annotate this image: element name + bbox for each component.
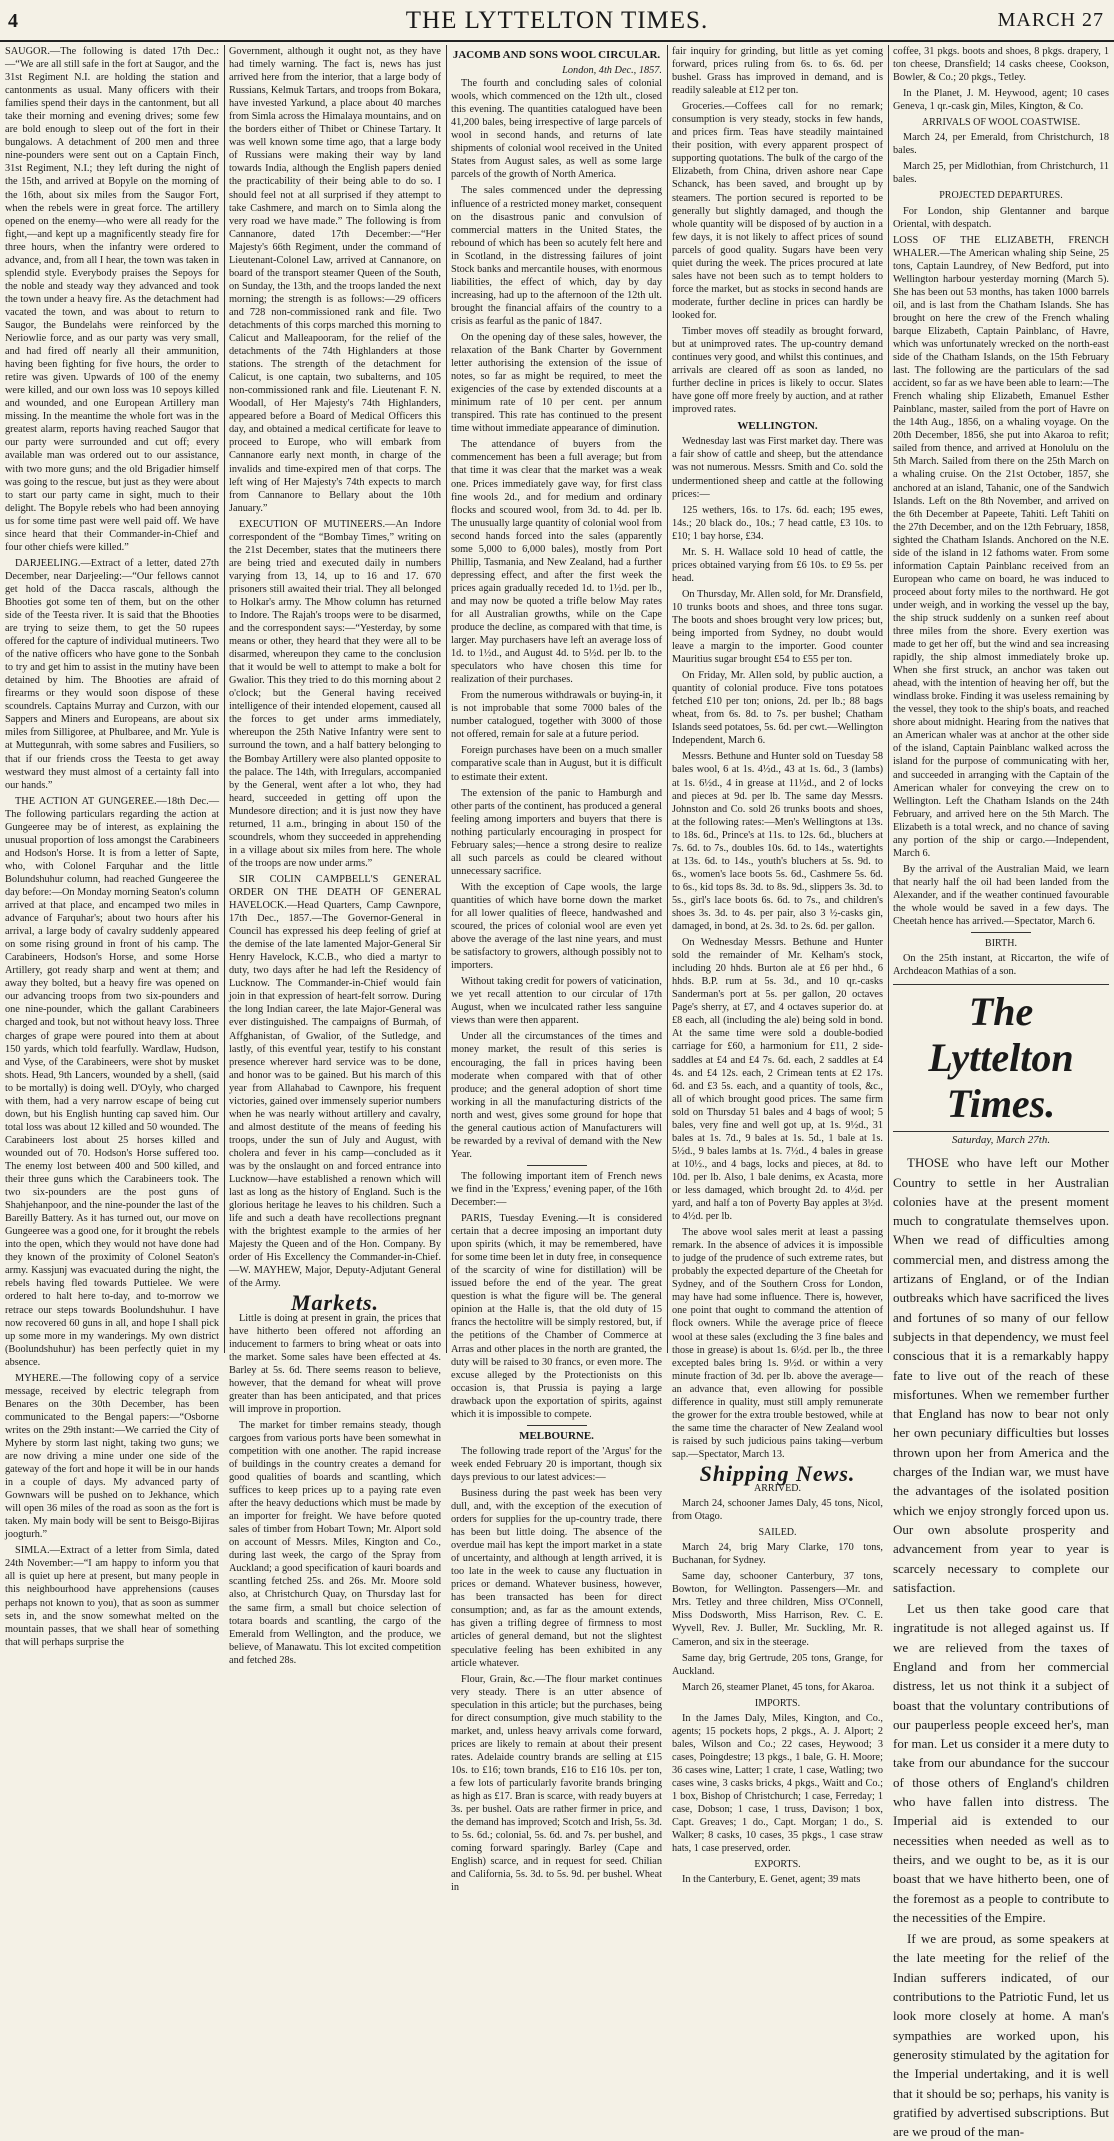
shipping-entry: Same day, brig Gertrude, 205 tons, Grange, for Auckland. (672, 1652, 883, 1677)
exports-entry: In the Canterbury, E. Genet, agent; 39 mats (682, 1874, 861, 1886)
wellington-paragraph: Messrs. Bethune and Hunter sold on Tuesday 58 bales wool, 6 at 1s. 4½d., 43 at 1s. 6d., 3 (lambs) at 1s. 6½d., 4 in grease at 11½d., and 2 of locks and pieces at 9d. per lb. The same day Messrs. Johnston and Co. sold 26 trunks boots and shoes, at the following rates:—Men's Wellingtons at 13s. to 18s. 6d., Prince's at 11s. to 12s. 6d., bluchers at 7s. 6d. to 7s., doubles 10s. 6d. to 14s., watertights at 13s. 6d. to 14s., youth's bluchers at 5s. 9d. to 6s., women's lace boots 5s. 6d., Cashmere 5s. 6d. to 6s., kid tops 8s. 3d. to 8s. 9d., slippers 3s. 3d. to 5s., girl's lace boots 6s. 6d. to 7s., and children's shoes 3s. 3d. to 4s. per pair, also 3 ½-casks gin, damaged, in bond, at 2s. 3d. to 2s. 6d. per gallon. (672, 751, 883, 933)
melbourne-paragraph: Business during the past week has been very dull, and, with the exception of the execution of orders for supplies for the up-country trade, there has been but little doing. The absence of the overdue mail has kept the import market in a state of uncertainty, and although at length arrived, it is too late in the week to cause any fluctuation in prices or demand. Whatever business, however, has been transacted has been for direct consumption; and, as far as the amount extends, has given a trifling degree of firmness to most articles of general demand, but not the slightest speculative feeling has been exhibited in any article whatever. (451, 1487, 662, 1669)
wool-arrival-entry: March 24, per Emerald, from Christchurch, 18 bales. (893, 132, 1109, 157)
wellington-paragraph: Wednesday last was First market day. There was a fair show of cattle and sheep, but the attendance was not numerous. Messrs. Smith and Co. sold the undermentioned sheep and cattle at the following prices:— (672, 436, 883, 500)
shipping-entry: March 24, brig Mary Clarke, 170 tons, Buchanan, for Sydney. (672, 1542, 883, 1567)
masthead (0, 0, 1114, 42)
melbourne-heading: MELBOURNE. (519, 1429, 594, 1442)
article-havelock-order: SIR COLIN CAMPBELL'S GENERAL ORDER ON THE DEATH OF GENERAL HAVELOCK.—Head Quarters, Camp Cawnpore, 17th Dec., 1857.—The Governor-General in Council has expressed his deep feeling of grief at the demise of the late lamented Major-General Sir Henry Havelock, K.C.B., who died a martyr to duty, two days after he had left the Residency of Lucknow. The Commander-in-Chief would fain join in that expression of heart-felt sorrow. During the long Indian career, the late Major-General was ever distinguished. The campaigns of Burmah, of Affghanistan, of Gwalior, of the Sutledge, and lastly, of this eventful year, testify to his constant presence wherever hard service was to be done, and honor was to be gained. But his march of this year from Allahabad to Cawnpore, his frequent victories, gained over immensely superior numbers when he was nearly without artillery and cavalry, and almost destitute of the means of feeding his troops, under the sun of July and August, with cholera and fever in his camp—concluded as it was by the onslaught on and forced entrance into Lucknow—have established a renown which will last as long as the history of England. Such is the glorious heritage he leaves to his children. Such a life and such a death have recollections pregnant with the brightest example to the armies of her Majesty the Queen and of the Hon. Company. By order of His Excellency the Commander-in-Chief.—W. MAYHEW, Major, Deputy-Adjutant General of the Army. (229, 873, 441, 1290)
exports-entry: In the Planet, J. M. Heywood, agent; 10 cases Geneva, 1 qr.-cask gin, Miles, Kington, & Co. (893, 88, 1109, 113)
wool-paragraph: The attendance of buyers from the commencement has been a full average; but from that time it was clear that the market was a weak one. Prices immediately gave way, for first class fine wools 2d., and for medium and ordinary flocks and scoured wool, from 3d. to 4d. per lb. The unusually large quantity of colonial wool from second hands forced into the sales (apparently some 5,000 to 6,000 bales), mostly from Port Phillip, Tasmania, and New Zealand, had a further depressing effect, and after the first week the prices again gradually receded 1d. to 1½d. per lb., and may now be quoted a trifle below May rates for all Australian growths, while on the Cape produce the decline, as compared with that time, is larger. May purchasers have left an average loss of 1d. to 1½d., and August 4d. to 5½d. per lb. to the speculators who have chosen this time for realization of their purchases. (451, 439, 662, 686)
wool-arrival-entry: March 25, per Midlothian, from Christchurch, 11 bales. (893, 161, 1109, 186)
melbourne-paragraph: The following trade report of the 'Argus' for the week ended February 20 is important, though six days previous to our latest advices:— (451, 1445, 662, 1483)
birth-heading: BIRTH. (985, 938, 1017, 950)
page-number: 4 (8, 10, 18, 32)
article-darjeeling: DARJEELING.—Extract of a letter, dated 27th December, near Darjeeling:—“Our fellows cannot get hold of the Dacca rascals, although the Bhooties got some ten of them, but on the other side of the Teesta river. It is said that the Bhooties are trying to seize them, to get the 50 rupees offered for the capture of individual mutineers. Two of the native officers who have gone to the Sonbah to try and get him to assist in the mutiny have been detained by him. The Bhooties are afraid of firearms or they would soon dispose of these scoundrels. Captains Murray and Curzon, with our Sappers and Miners and Europeans, are about six miles from Silligoree, at Phulbaree, and Mr. Yule is at Muttegunrah, with some sabres and Fusiliers, so that if our friends cross the Teesta to get away westward they must almost of a certainty fall into our hands.” (5, 557, 219, 791)
elizabeth-loss-text: —The American whaling ship Seine, 25 tons, Captain Laundrey, of New Bedford, put into Wellington harbour yesterday morning (March 5). She has been out 53 months, has taken 1000 barrels oil, and is last from the Chatham Islands. She has brought on here the crew of the French whaling barque Elizabeth, Captain Painblanc, of Havre, which was unfortunately wrecked on the north-east side of the Chatham Islands, on the 15th February last. The following are the particulars of the sad accident, so far as we have been able to learn:—The French whaling ship Elizabeth, Emanuel Esther Painblanc, master, sailed from the port of Havre on the 14th Aug., 1856, on a whaling voyage. On the 20th December, 1856, she put into Akaroa to refit; sailed from thence, and arrived at Honolulu on the 5th March. Sailed from there on the 25th March on a whaling cruise. On the 21st October, 1857, she anchored at an island, Tahanic, one of the Sandwich Islands. Left on the 8th November, and arrived on the 6th December at Papeete, Tahiti. Left Tahiti on the 27th December, and on the 12th February, 1858, sighted the Chatham Islands. Anchored on the N.E. side of the island in 12 fathoms water. From some information Captain Painblanc received from an European who came on board, he was induced to proceed about forty miles to the northward. He got under weigh, and in working the vessel up the bay, the ship struck suddenly on a sunken reef about three miles from the shore. Every exertion was made to get her off, but the wind and sea increasing rapidly, the ship almost immediately broke up. When she first struck, an anchor was taken out ahead, with the intention of heaving her off, but the windlass broke. Finding it was useless remaining by the vessel, they took to the ship's boats, and reached shore about midnight. Hearing from the natives that an American whaler was at anchor at the other side of the island, Captain Painblanc walked across the island for the purpose of communicating with her, and succeeded in arranging with the Captain of the American whaler for conveying the crew on to Wellington. Left the Chatham Islands on the 24th February, and arrived here on the 5th March. The Elizabeth is a total wreck, and no chance of saving any portion of the ship or cargo.—Independent, March 6. (893, 247, 1109, 859)
shipping-entry: March 26, steamer Planet, 45 tons, for Akaroa. (682, 1681, 875, 1693)
projected-departure-entry: For London, ship Glentanner and barque Oriental, with despatch. (893, 205, 1109, 230)
wool-paragraph: Without taking credit for powers of vaticination, we yet recall attention to our circular of 17th August, when we inculcated rather less sanguine views than were then apparent. (451, 976, 662, 1027)
wellington-heading: WELLINGTON. (737, 420, 818, 433)
editorial-date: Saturday, March 27th. (951, 1134, 1051, 1147)
arrived-heading: ARRIVED. (754, 1483, 801, 1495)
markets-grain: Little is doing at present in grain, the prices that have hitherto been offered not affording an inducement to farmers to bring wheat or oats into the market. Some sales have been effected at 4s. Barley at 5s. 6d. There seems reason to believe, however, that the demand for wheat will prove greater than has been anticipated, and that prices will improve in proportion. (229, 1312, 441, 1415)
exports-cont: coffee, 31 pkgs. boots and shoes, 8 pkgs. drapery, 1 ton cheese, Dransfield; 14 casks cheese, Cookson, Bowler, & Co.; 20 pkgs., Tetley. (893, 46, 1109, 84)
article-simla: SIMLA.—Extract of a letter from Simla, dated 24th November:—“I am happy to inform you that all is quiet up here at present, but many people in this neighbourhood have apprehensions (causes perhaps not known to you), that as soon as summer sets in, and the snow somewhat melted on the mountain passes, that we shall hear of something that will perhaps surprise the (5, 1545, 219, 1648)
section-heading-markets: Markets. (290, 1290, 380, 1316)
wool-paragraph: From the numerous withdrawals or buying-in, it is not improbable that some 7000 bales of the number catalogued, together with 3000 of those not offered, remain for sale at a future period. (451, 690, 662, 741)
imports-entry: In the James Daly, Miles, Kington, and Co., agents; 15 pockets hops, 2 pkgs., A. J. Alport; 2 bales, Wilson and Co.; 22 cases, Heywood; 3 cases, Poingdestre; 13 pkgs., 1 bale, G. H. Moore; 36 cases wine, Latter; 1 crate, 1 case, Watling; two cases wine, 3 casks bricks, 4 pkgs., Waitt and Co.; 1 box, Bishop of Christchurch; 1 case, Ferreday; 1 case, Dobson; 1 case, 1 truss, Davison; 1 box, Capt. Greaves; 1 do., Capt. Morgan; 1 do., S. Walker; 8 casks, 10 cases, 35 pkgs., 1 case straw hats, 1 case preserved, order. (672, 1712, 883, 1855)
wellington-paragraph: 125 wethers, 16s. to 17s. 6d. each; 195 ewes, 14s.; 20 black do., 10s.; 7 head cattle, £3 10s. to £10; 1 bay horse, £34. (672, 504, 883, 542)
column-4 (672, 45, 883, 1886)
article-gungeree: THE ACTION AT GUNGEREE.—18th Dec.—The following particulars regarding the action at Gungeeree may be of interest, as explaining the unusual proportion of loss amongst the Carabineers and Hodson's Horse. It is from a letter of Sapte, who, with Colonel Farquhar and the little Bolundshuhur column, had reached Gungeeree the day before:—On Monday morning Seaton's column arrived at that place, and encamped two miles in advance of Farquhar's; about two hours after his arrival, a large body of cavalry suddenly appeared on some rising ground in front of his camp. The Carabineers, Hodson's Horse, and some Horse Artillery, got ready sharp and went at them; and away they bolted, but a heavy fire was opened on our advancing troops from two six-pounders and one nine-pounder, which the gallant Carabineers charged and took, but not without heavy loss. Three charges of grape were poured into them at about 150 yards, which told fearfully. Wardlaw, Hudson, and Vyse, of the Carabineers, were shot by musket shots. Head, 9th Lancers, wounded by a shell, (said to be mortally) is doing well. D'Oyly, who charged with them, had a very narrow escape of being cut down, but his English hunting cap saved him. Our total loss was about 12 killed and 50 wounded. The Carabineers lost about 25 horses killed and wounded out of 70. Hodson's Horse suffered too. The enemy lost between 400 and 500 killed, and their three guns which the Carabineers took. The two six-pounders are the post guns of Shahjehanpoor, and the nine-pounder the last of the Bareilly Battery. As it has turned out, our move on Gungeeree was a good one, for it brought the rebels into the open, which they would not have done had they known of the proximity of Colonel Seaton's army. Kassjunj was evacuated during the night, the rebels having fled towards Puttielee. We were ordered to halt here to-day, and to-morrow we retrace our steps towards Boolundshuhur. I have now recovered 60 guns in all, and hope I shall pick up some more in my wanderings. My own district (Boolundshuhur) has been perfectly quiet in my absence. (5, 795, 219, 1368)
melbourne-groceries: Groceries.—Coffees call for no remark; consumption is very steady, stocks in few hands, and prices firm. Teas have steadily maintained their position, with every apparent prospect of supporting quotations. The bulk of the cargo of the Elizabeth, from China, driven ashore near Cape Schanck, has been saved, and brought up by steamers. The portion secured is reported to be generally but slightly damaged, and though the whole quantity will be disposed of by auction in a few days, it is not likely to affect prices of sound parcels of good quality. Sugars have been very quiet during the week. The prices procured at late sales have not been such as to tempt holders to force the market, but as stocks in second hands are moderate, further decline in prices can hardly be looked for. (672, 101, 883, 321)
french-news-paris: PARIS, Tuesday Evening.—It is considered certain that a decree imposing an important duty upon spirits (which, it may be remembered, have for some time been let in duty free, in consequence of the scarcity of wine for distillation) will be issued before the end of the year. The great question is what the figure will be. The general opinion at the Halle is, that the old duty of 15 francs the hectolitre will be simply restored, but, if the petitions of the Chamber of Commerce at Arras and other places in the north are granted, the duty will be raised to 30 francs, or even more. The excuse alleged by the Protectionists on this occasion is, that Prussia is paying a large drawback upon the exportation of spirits, against which it is impossible to compete. (451, 1213, 662, 1420)
column-2 (229, 45, 441, 1666)
wool-circular-heading: JACOMB AND SONS WOOL CIRCULAR. (452, 49, 661, 61)
shipping-entry: Same day, schooner Canterbury, 37 tons, Bowton, for Wellington. Passengers—Mr. and Mrs. Tetley and three children, Miss O'Connell, Miss Dodsworth, Miss Harrison, Rev. C. E. Wyvell, Rev. J. Buller, Mr. Suckling, Mr. R. Cameron, and six in the steerage. (672, 1571, 883, 1648)
wellington-paragraph: On Thursday, Mr. Allen sold, for Mr. Dransfield, 10 trunks boots and shoes, and three tons sugar. The boots and shoes brought very low prices; but, being imported from Sydney, no doubt would leave a margin to the importer. Good counter Mauritius sugar brought £54 to £55 per ton. (672, 588, 883, 666)
melbourne-timber: Timber moves off steadily as brought forward, but at unimproved rates. The up-country demand continues very good, and whilst this continues, and arrivals are cleared off as soon as landed, no further decline in prices is likely to occur. Slates have gone off more freely by auction, and at rather improved rates. (672, 325, 883, 416)
wool-circular-date: London, 4th Dec., 1857. (562, 65, 662, 77)
column-5 (893, 45, 1109, 2140)
imports-heading: IMPORTS. (754, 1697, 801, 1709)
article-saugor: SAUGOR.—The following is dated 17th Dec.:—“We are all still safe in the fort at Saugor, and the 31st Regiment N.I. are holding the station and cantonments as usual. Many officers with their families spend their days in the cantonment, but all take their morning and evening drives; some few are bold enough to sleep out of the fort in their bungalows. A detachment of 200 men and three nine-pounders were sent out on a Captain Finch, 31st Regiment, N.I.; they left during the night of the 15th, and arrived at Bopyle on the morning of the 16th, about six miles from the Saugor Fort, when the rebels were in great force. The artillery opened on the enemy—who were all ready for the fight,—and kept up a magnificently steady fire for three hours, when the infantry were ordered to advance, and, from all I hear, the town was taken in splendid style. Everybody praises the Sepoys for the noble and steady way they advanced and took the town under a heavy fire. As the detachment had vacated the town, and was about to return to Saugor, the Bundelahs were reinforced by the Neriowlie force, and as our party was very small, and had fired off nearly all their ammunition, having been fighting for five hours, the order to retire was given. Upwards of 100 of the enemy were killed, and our own loss was 10 sepoys killed and wounded, and one European Artillery man missing. In the meantime the whole fort was in the greatest alarm, reports having reached Saugor that our party were surrounded and cut off; every available man was ordered out to our assistance, with two more guns; and the old Brigadier himself was going to the rescue, but just as they were about to start our party came in sight, much to their delight. The Bopyle rebels who had been annoying us for some time past were well paid off. We have since heard that their Commander-in-Chief and four other chiefs were killed.” (5, 46, 219, 553)
elizabeth-loss-heading: LOSS OF THE ELIZABETH, FRENCH WHALER. (893, 234, 1109, 259)
wool-paragraph: With the exception of Cape wools, the large quantities of which have borne down the market for all lower qualities of fleece, handwashed and scoured, the prices of colonial wool are even yet above the average of the last nine years, and must be satisfactory to growers, although possibly not to importers. (451, 881, 662, 972)
column-rule (224, 45, 225, 1353)
article-simla-cont: Government, although it ought not, as they have had timely warning. The fact is, news has just arrived here from the interior, that a large body of Russians, Kelmuk Tartars, and troops from Bokara, have invested Yarkund, a place about 40 marches from Simla across the Himalaya mountains, and on the borders either of Thibet or Chinese Tartary. It was well known some time ago, that a large body of Russians were making their way by land towards India, although the English papers denied the practicability of their being able to do so. I should feel not at all surprised if they attempt to take Cashmere, and march on to Simla along the very road we have made.” The following is from Cannanore, dated 17th December:—“Her Majesty's 66th Regiment, under the command of Lieutenant-Colonel Law, arrived at Cannanore, on board of the transport steamer Queen of the South, on Sunday, the 13th, and the troops landed the next morning; the strength is as follows:—29 officers and 728 non-commissioned rank and file. Two detachments of this corps marched this morning to Calicut and Malleapooram, for the relief of the detachments of the 74th Highlanders at those stations. The strength of the detachment for Calicut, is one captain, two subalterns, and 105 non-commissioned rank and file. Lieutenant F. N. Woodall, of Her Majesty's 74th Highlanders, appeared before a Board of Medical Officers this day, and obtained a medical certificate for leave to proceed to Europe, who will embark from Cannanore early next month, in charge of the invalids and time-expired men of that corps. The left wing of Her Majesty's 74th expects to march from Cannanore to Bellary about the 10th January.” (229, 46, 441, 514)
divider (971, 932, 1031, 933)
issue-date: MARCH 27 (997, 9, 1104, 31)
australian-maid-news: By the arrival of the Australian Maid, we learn that nearly half the oil had been landed from the Alexander, and if the weather continued favourable the whole would be saved in a few days. The Cheetah hence has arrived.—Spectator, March 6. (893, 863, 1109, 928)
editorial-banner: The Lyttelton Times. (893, 984, 1109, 1132)
leading-article (893, 1153, 1109, 2141)
wool-paragraph: Foreign purchases have been on a much smaller comparative scale than in August, but it is difficult to estimate their extent. (451, 745, 662, 783)
divider (527, 1165, 587, 1166)
wool-paragraph: On the opening day of these sales, however, the relaxation of the Bank Charter by Government letter authorising the extension of the issue of notes, so far as might be required, to meet the exigencies of the case by extended discounts at a minimum rate of 10 per cent. per annum transpired. This rate has continued to the present time without immediate appearance of diminution. (451, 331, 662, 435)
column-rule (888, 45, 889, 1353)
column-1 (5, 45, 219, 1648)
article-myhere: MYHERE.—The following copy of a service message, received by electric telegraph from Benares on the 30th December, has been communicated to the Bengal papers:—“Osborne writes on the 29th instant:—We carried the City of Myhere by storm last night, taking two guns; we are now driving a mine under one side of the gateway of the fort and hope it will be in our hands in a couple of days. My advanced party of Gownwars will be pushed on to Jekhance, which will open 36 miles of the road as soon as the fort is taken. My main body will be sent to Beisgo-Bijiras joogturh.” (5, 1372, 219, 1541)
wool-arrivals-heading: ARRIVALS OF WOOL COASTWISE. (921, 117, 1081, 129)
wellington-paragraph: Mr. S. H. Wallace sold 10 head of cattle, the prices obtained varying from £6 10s. to £9 5s. per head. (672, 546, 883, 584)
french-news-intro: The following important item of French news we find in the 'Express,' evening paper, of the 16th December:— (451, 1170, 662, 1208)
section-heading-shipping: Shipping News. (699, 1460, 856, 1486)
wool-paragraph: The sales commenced under the depressing influence of a restricted money market, consequent on the disastrous panic and convulsion of commercial matters in the United States, the rebound of which has been so acutely felt here and in Scotland, in the distressing failures of joint Stock banks and mercantile houses, with enormous liabilities, the effect of which, day by day increasing, had up to the afternoon of the 12th ult. brought the financial affairs of the country to a crisis as fearful as the panic of 1847. (451, 185, 662, 327)
birth-notice: On the 25th instant, at Riccarton, the wife of Archdeacon Mathias of a son. (893, 953, 1109, 978)
wellington-paragraph: On Wednesday Messrs. Bethune and Hunter sold the remainder of Mr. Kelham's stock, including 20 hhds. Burton ale at £6 per hhd., 6 hhds. B.P. rum at 5s. 3d., and 10 qr.-casks Sanderman's port at 5s. per gallon, 20 octaves Page's sherry, at £7, and 4 octaves superior do. at £8 each, all (including the ale) being sold in bond. At the same time were sold a double-bodied carriage for £60, a harmonium for £11, 2 side-saddles at £4 and £4 7s. 6d. each, 2 saddles at £4 4s. and £4 12s. each, 2 Crimean tents at £2 17s. 6d. and £3 5s. each, and a quantity of tools, &c., all of which brought good prices. The same firm sold on Thursday 51 bales and 4 bags of wool; 5 bales, very fine and well got up, at 1s. 9½d., 31 bales at 1s. 7d., 9 bales at 1s. 5d., 1 bale at 1s. 5½d., 9 bales lambs at 1s. 7½d., 4 bales in grease at 10½., and 4 bags, locks and pieces, at 8d. to 10d. per lb. Also, 1 bale denims, ex Acasta, more or less damaged, which brought 2d. to 4½d. per yard, and half a ton of Poverty Bay apples at 3½d. to 4½d. per lb. (672, 937, 883, 1223)
leader-paragraph: If we are proud, as some speakers at the late meeting for the relief of the Indian sufferers indicated, of our contributions to the Patriotic Fund, let us look more closely at home. A man's sympathies are worked upon, his generosity stimulated by the agitation for the Imperial undertaking, and it is well that it should be so; perhaps, his vanity is gratified by advertised subscriptions. But are we proud of the man- (893, 1931, 1109, 2140)
newspaper-title: THE LYTTELTON TIMES. (405, 7, 709, 34)
shipping-entry: March 24, schooner James Daly, 45 tons, Nicol, from Otago. (672, 1498, 883, 1523)
melbourne-cont: fair inquiry for grinding, but little as yet coming forward, prices ruling from 6s. to 6s. 6d. per bushel. Grass has improved in demand, and is readily saleable at £12 per ton. (672, 46, 883, 97)
divider (527, 1425, 587, 1426)
melbourne-paragraph: Flour, Grain, &c.—The flour market continues very steady. There is an utter absence of speculation in this article; but the purchases, being for direct consumption, give much stability to the market, and, unless heavy arrivals come forward, prices are likely to remain at about their present rates. Adelaide country brands are selling at £15 10s. to £16; town brands, £16 to £16 10s. per ton, a few lots of particularly favorite brands bringing as high as £17. Bran is scarce, with ready buyers at 3s. per bushel. Oats are rather firmer in price, and the demand has improved; Scotch and Irish, 5s. 3d. to 5s. 6d.; colonial, 5s. 6d. and 7s. per bushel, and coming forward sparingly. Barley (Cape and English) scarce, and in request for seed. Chilian and California, 5s. 3d. to 5s. 9d. per bushel. Wheat in (451, 1673, 662, 1894)
wellington-paragraph: On Friday, Mr. Allen sold, by public auction, a quantity of colonial produce. Five tons potatoes fetched £10 per ton; onions, 2d. per lb.; 88 bags wheat, from 6s. 8d. to 7s. per bushel; Chatham Islands seed potatoes, 5s. 6d. per cwt.—Wellington Independent, March 6. (672, 670, 883, 747)
wool-paragraph: The fourth and concluding sales of colonial wools, which commenced on the 12th ult., closed this evening. The quantities catalogued have been 41,200 bales, being irrespective of large parcels of wool in second hands, and returns of late shipments of colonial wool received in the United States from August sales, as well as some large parcels of the growth of North America. (451, 78, 662, 181)
markets-timber: The market for timber remains steady, though cargoes from various ports have been somewhat in competition with one another. The rapid increase of buildings in the country creates a demand for good qualities of boards and scantling, which suffices to keep prices up to a paying rate even after the heavy deductions which must be made by an importer for freight. We have before quoted sales of timber from Hobart Town; Mr. Alport sold on account of Messrs. Miles, Kington and Co., during last week, the cargo of the Spray from Auckland; a good specification of kauri boards and scantling fetched 25s. and 26s. Mr. Moore sold also, at Christchurch Quay, on Thursday last for the same firm, a small but choice selection of totara boards and scantling, the cargo of the Emerald from Wellington, and the produce, we believe, of Manawatu. This lot excited competition and fetched 28s. (229, 1419, 441, 1666)
column-3 (451, 45, 662, 1894)
wool-paragraph: Under all the circumstances of the times and money market, the result of this series is encouraging, the fall in prices having been moderate when compared with that of other produce; and the general adoption of short time working in all the manufacturing districts of the north and west, gives some ground for hope that the general cautious action of Manufacturers will be rewarded by a revival of demand with the New Year. (451, 1031, 662, 1160)
wool-paragraph: The extension of the panic to Hamburgh and other parts of the continent, has produced a general feeling among importers and buyers that there is nothing particularly encouraging in prospect for February sales;—hence a strong desire to realize all such parcels as could be cleared without unnecessary sacrifice. (451, 787, 662, 877)
projected-departures-heading: PROJECTED DEPARTURES. (939, 190, 1063, 202)
leader-paragraph: THOSE who have left our Mother Country to settle in her Australian colonies have at the present moment much to congratulate themselves upon. When we read of difficulties among commercial men, and distress among the artizans of England, or of the Indian outbreaks which have sacrificed the lives and fortunes of so many of our fellow subjects in that dependency, we must feel conscious that it is a remarkably happy fate to live out of the reach of these misfortunes. When we remember further that England has now to bear not only her own pecuniary difficulties but losses thrown upon her from America and the charges of the Indian war, we must have the advantages of the isolated position which we enjoy strongly forced upon us. Our own absolute prosperity and advancement from year to year is scarcely necessary to complete our satisfaction. (893, 1155, 1109, 1595)
column-rule (446, 45, 447, 1353)
column-rule (667, 45, 668, 1353)
wellington-paragraph: The above wool sales merit at least a passing remark. In the absence of advices it is impossible to judge of the prudence of such extreme rates, but probably the expected departure of the Cheetah for Sydney, and of the Southern Cross for London, may have had some influence. There is, however, one point that ought to command the attention of flock owners. While the average price of fleece wool at these sales (excluding the 3 fine bales and those in grease) is about 1s. 6½d. per lb., the three excepted bales bring 1s. 9½d. or within a very minute fraction of 3d. per lb. above the average—an advance that, even allowing for possible difference in quality, must still amply remunerate the grower for the extra trouble bestowed, while at the same time the character of New Zealand wool is raised by such judicious pains taking—verbum sap.—Spectator, March 13. (672, 1227, 883, 1460)
leader-paragraph: Let us then take good care that ingratitude is not alleged against us. If we are relieved from the taxes of England and from her commercial distress, let us not think it a subject of boast that the voluntary contributions of our pauperless people exceed her's, man for man. Let us consider it a mere duty to take from our abundance for the succour of those others of England's children who have fallen into distress. The Imperial aid is extended to our necessities when needed as well as to theirs, and we ought to be, as it is our boast that we have hitherto been, one of the foremost as a people to contribute to the necessities of the Empire. (893, 1601, 1109, 1925)
article-execution-mutineers: EXECUTION OF MUTINEERS.—An Indore correspondent of the “Bombay Times,” writing on the 21st December, states that the mutineers there are being tried and executed daily in numbers varying from 13, 14, up to 16 and 17. 670 prisoners still awaited their trial. They all belonged to Holkar's army. The Mhow column has returned to Indore. The Rajah's troops were to be disarmed, and the correspondent says:—“Yesterday, by some means or other, they heard that they were all to be disarmed, whereupon they came to the conclusion that it would be well to attempt to make a bolt for Gwalior. This they tried to do this morning about 2 o'clock; but the General having received intelligence of their intended elopement, caused all the forces to get under arms immediately, whereupon the 25th Native Infantry were sent to surround the town, and a half battery belonging to the Bombay Artillery were also planted opposite to the palace. The 14th, with Irregulars, accompanied by the General, went after a lot who, they had heard, succeeded in getting off upon the Mundesore direction; and it is just now they have returned, 11 a.m., bringing in about 150 of the scoundrels, whom they succeeded in apprehending in a village about six miles from here. The whole of the troops are now under arms.” (229, 518, 441, 869)
exports-heading: EXPORTS. (754, 1859, 801, 1871)
sailed-heading: SAILED. (758, 1527, 797, 1539)
